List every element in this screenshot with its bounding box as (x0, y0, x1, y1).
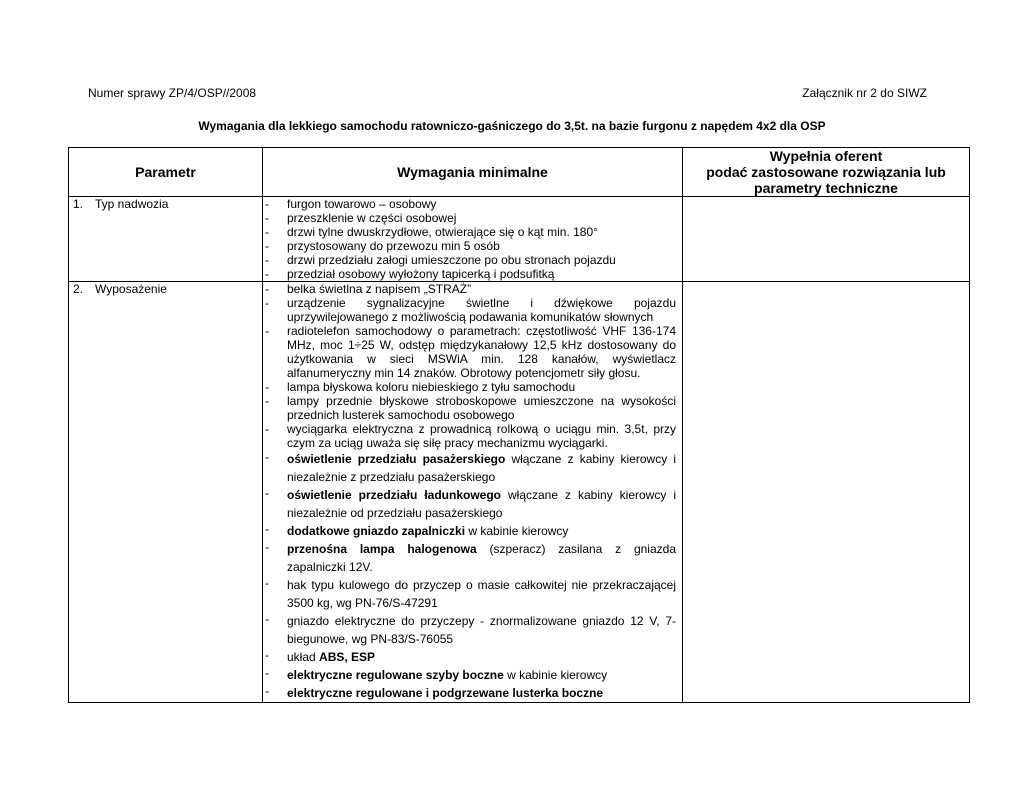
requirement-text: oświetlenie przedziału pasażerskiego włączane z kabiny kierowcy i niezależnie z przedziału pasażerskiego (287, 452, 676, 484)
requirement-emphasis: przenośna lampa halogenowa (287, 542, 477, 556)
requirement-item (265, 324, 676, 380)
requirement-text: belka świetlna z napisem „STRAŻ” (287, 282, 472, 296)
requirement-item (265, 648, 676, 666)
bullet-dash: - (265, 612, 269, 626)
requirement-item (265, 394, 676, 422)
case-number: Numer sprawy ZP/4/OSP//2008 (88, 86, 257, 100)
bullet-dash: - (265, 380, 269, 394)
bullet-dash: - (265, 211, 269, 225)
requirement-text: radiotelefon samochodowy o parametrach: częstotliwość VHF 136-174 MHz, moc 1÷25 W, odstęp międzykanałowy 12,5 kHz dostosowany do użytkowania w sieci MSWiA min. 128 kanałów, wyświetlacz alfanumeryczny min 14 znaków. Obrotowy potencjometr siły głosu. (287, 324, 676, 380)
requirement-item (265, 380, 676, 394)
requirements-table (68, 147, 970, 703)
bullet-dash: - (265, 296, 269, 310)
bullet-dash: - (265, 197, 269, 211)
bullet-dash: - (265, 666, 269, 680)
requirement-item (265, 576, 676, 612)
requirement-item (265, 684, 676, 702)
bullet-dash: - (265, 394, 269, 408)
requirement-emphasis: ABS, ESP (319, 650, 376, 664)
row-number: 1. (73, 197, 84, 211)
bullet-dash: - (265, 253, 269, 267)
requirement-text: oświetlenie przedziału ładunkowego włączane z kabiny kierowcy i niezależnie od przedziału pasażerskiego (287, 488, 677, 520)
requirement-item (265, 267, 676, 281)
requirement-text: układ ABS, ESP (287, 650, 376, 664)
requirements-cell (263, 197, 683, 282)
requirement-item (265, 450, 676, 486)
requirement-text: lampy przednie błyskowe stroboskopowe umieszczone na wysokości przednich lusterek samochodu osobowego (287, 394, 676, 422)
requirement-text: przystosowany do przewozu min 5 osób (287, 239, 500, 253)
requirements-cell (263, 282, 683, 703)
header-offer-line1: Wypełnia oferent (769, 148, 883, 164)
header-param: Parametr (69, 148, 263, 197)
requirement-item (265, 296, 676, 324)
bullet-dash: - (265, 540, 269, 554)
requirement-item (265, 666, 676, 684)
requirement-text: hak typu kulowego do przyczep o masie całkowitej nie przekraczającej 3500 kg, wg PN-76/S-47291 (287, 578, 676, 610)
document-title: Wymagania dla lekkiego samochodu ratowniczo-gaśniczego do 3,5t. na bazie furgonu z napędem 4x2 dla OSP (198, 119, 826, 133)
bullet-dash: - (265, 522, 269, 536)
requirement-item (265, 540, 676, 576)
param-name: Wyposażenie (95, 282, 167, 296)
requirement-item (265, 239, 676, 253)
requirement-item (265, 486, 676, 522)
requirement-emphasis: oświetlenie przedziału pasażerskiego (287, 452, 506, 466)
requirement-text: przedział osobowy wyłożony tapicerką i podsufitką (287, 267, 555, 281)
bullet-dash: - (265, 282, 269, 296)
bullet-dash: - (265, 324, 269, 338)
bullet-dash: - (265, 486, 269, 500)
header-requirements: Wymagania minimalne (263, 148, 683, 197)
bullet-dash: - (265, 450, 269, 464)
bullet-dash: - (265, 422, 269, 436)
header-offer-line3: parametry techniczne (754, 180, 898, 196)
requirement-text: wyciągarka elektryczna z prowadnicą rolkową o uciągu min. 3,5t, przy czym za uciąg uważa się siłę pracy mechanizmu wyciągarki. (287, 422, 676, 450)
requirement-emphasis: oświetlenie przedziału ładunkowego (287, 488, 502, 502)
requirement-emphasis: dodatkowe gniazdo zapalniczki (287, 524, 466, 538)
requirement-item (265, 612, 676, 648)
requirement-text: lampa błyskowa koloru niebieskiego z tyłu samochodu (287, 380, 576, 394)
offer-cell[interactable] (683, 282, 970, 703)
requirement-text: dodatkowe gniazdo zapalniczki w kabinie kierowcy (287, 524, 569, 538)
requirement-text: gniazdo elektryczne do przyczepy - znormalizowane gniazdo 12 V, 7-biegunowe, wg PN-83/S-76055 (287, 614, 676, 646)
requirement-text: urządzenie sygnalizacyjne świetlne i dźwiękowe pojazdu uprzywilejowanego z możliwością podawania komunikatów słownych (287, 296, 676, 324)
requirement-text: przeszklenie w części osobowej (287, 211, 457, 225)
bullet-dash: - (265, 576, 269, 590)
bullet-dash: - (265, 684, 269, 698)
requirement-item (265, 197, 676, 211)
requirement-emphasis: elektryczne regulowane szyby boczne (287, 668, 504, 682)
requirement-text: furgon towarowo – osobowy (287, 197, 437, 211)
header-offer (683, 148, 970, 197)
param-cell (69, 282, 263, 703)
param-cell (69, 197, 263, 282)
requirement-text: drzwi przedziału załogi umieszczone po obu stronach pojazdu (287, 253, 616, 267)
requirement-text: drzwi tylne dwuskrzydłowe, otwierające się o kąt min. 180° (287, 225, 598, 239)
row-number: 2. (73, 282, 84, 296)
requirement-text: elektryczne regulowane szyby boczne w kabinie kierowcy (287, 668, 608, 682)
requirement-text (287, 684, 676, 702)
attachment-label: Załącznik nr 2 do SIWZ (802, 86, 927, 100)
requirement-item (265, 522, 676, 540)
header-offer-line2: podać zastosowane rozwiązania lub (706, 164, 946, 180)
requirement-item (265, 282, 676, 296)
bullet-dash: - (265, 225, 269, 239)
offer-cell[interactable] (683, 197, 970, 282)
requirement-text: przenośna lampa halogenowa (szperacz) zasilana z gniazda zapalniczki 12V. (287, 542, 676, 574)
requirement-item (265, 253, 676, 267)
param-name: Typ nadwozia (95, 197, 169, 211)
bullet-dash: - (265, 267, 269, 281)
table-row (69, 282, 970, 703)
bullet-dash: - (265, 239, 269, 253)
requirement-emphasis: elektryczne regulowane i podgrzewane lusterka boczne (287, 686, 604, 700)
requirement-item (265, 422, 676, 450)
requirement-item (265, 225, 676, 239)
requirement-item (265, 211, 676, 225)
table-row (69, 197, 970, 282)
bullet-dash: - (265, 648, 269, 662)
table-header-row (69, 148, 970, 197)
